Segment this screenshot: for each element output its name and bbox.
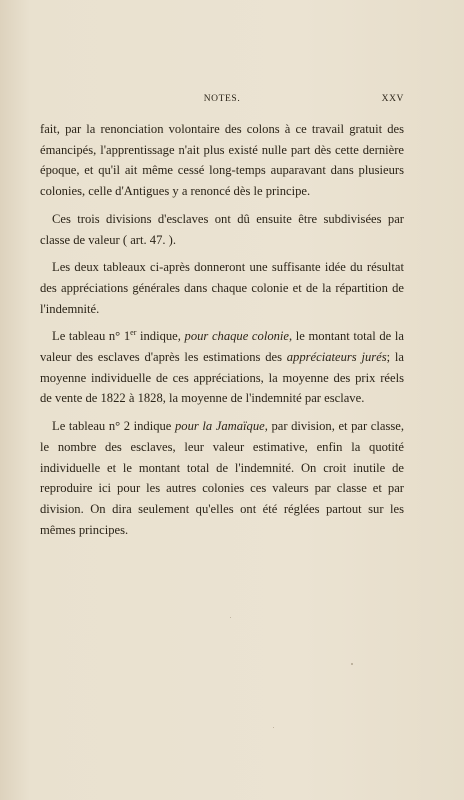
page-number: XXV [381, 94, 404, 104]
paragraph-4-text-2: indique, [136, 329, 185, 344]
body-text [40, 119, 404, 547]
paragraph-5-text-2: , par division, et par classe, le nombre des esclaves, leur valeur estimative, enfin la quotité individuelle et le montant total de l'indemnité. On croit inutile de reproduire ici pour les autres colonies ces valeurs par classe et par division. On dira seulement qu'elles ont été réglées partout sur les mêmes principes. [40, 419, 404, 537]
paragraph-5-text-1: Le tableau n° 2 indique [52, 419, 175, 434]
italic-pour-la-jamaique: pour la Jamaïque [174, 419, 265, 434]
italic-pour-chaque-colonie: pour chaque colonie [184, 329, 289, 344]
italic-appreciateurs-jures: appréciateurs jurés [286, 350, 387, 365]
paper-speck [230, 617, 231, 618]
paragraph-5 [40, 416, 404, 540]
paragraph-2: Ces trois divisions d'esclaves ont dû ensuite être subdivisées par classe de valeur ( art. 47. ). [40, 211, 404, 247]
paragraph-1: fait, par la renonciation volontaire des colons à ce travail gratuit des émancipés, l'apprentissage n'ait plus existé nulle part dès cette dernière époque, et qu'il ait même cessé long-temps auparavant dans plusieurs colonies, celle d'Antigues y a renoncé dès le principe. [40, 122, 404, 199]
running-head [40, 94, 404, 108]
ordinal-superscript: er [130, 328, 137, 338]
paragraph-4-text-1: Le tableau n° 1 [52, 329, 131, 344]
paragraph-4-text-4: ; la moyenne individuelle de ces appréciations, la moyenne des prix réels de vente de 1822 à 1828, la moyenne de l'indemnité par esclave. [40, 350, 404, 406]
paragraph-4 [40, 326, 404, 409]
paragraph-3: Les deux tableaux ci-après donneront une suffisante idée du résultat des appréciations générales dans chaque colonie et de la répartition de l'indemnité. [40, 260, 404, 316]
paper-speck [273, 727, 274, 728]
paragraph-4-text-3: , le montant total de la valeur des esclaves d'après les estimations des [40, 329, 404, 365]
running-head-title: NOTES. [203, 94, 241, 104]
paper-speck [351, 663, 353, 665]
